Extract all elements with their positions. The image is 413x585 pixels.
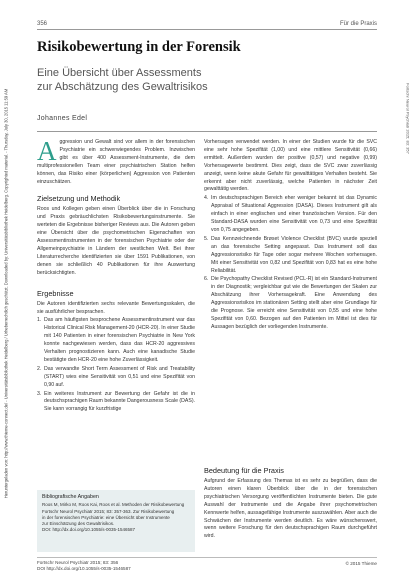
list-number: 5. [204, 235, 209, 242]
praxis-paragraph: Aufgrund der Erfassung des Themas ist es sehr zu begrüßen, dass die Autoren einen klaren Überblick über die in der forensischen psychiatrischen Versorgung veröffentlichten Instrumente bieten. Die gute Auswahl der Instrumente und die Angabe ihrer psychometrischen Kennwerte helfen, aussagefähige Instrumente auszuwählen. Aber auch die Schwächen der Instrumente werden deutlich. Es wäre wünschenswert, wenn weitere Forschung für den deutschsprachigen Raum durchgeführt wird. [204, 478, 377, 540]
footer-citation-line: Fortschr Neurol Psychiatr 2015; 83: 356 [37, 560, 119, 565]
list-number: 1. [37, 317, 42, 324]
page-number: 356 [37, 21, 48, 27]
list-number: 6. [204, 276, 209, 283]
article-title: Risikobewertung in der Forensik [37, 39, 241, 55]
left-column [37, 136, 195, 539]
heading-ergebnisse: Ergebnisse [37, 288, 74, 298]
footer-citation [37, 560, 237, 572]
section-label: Für die Praxis [339, 21, 377, 27]
zielsetzung-paragraph: Roos und Kollegen geben einen Überblick über die in Forschung und Praxis gebräuchlichsten Risikobewertungsinstrumente. Sie werteten die Ergebnisse bisheriger Reviews aus. Die Autoren geben eine Übersicht über die psychometrischen Eigenschaften von Assessmentinstrumenten in der forensischen Psychiatrie oder der Allgemeinpsychiatrie in Ländern der westlichen Welt. Bei ihrer Literaturrecherche identifizierten sie über 1591 Publikationen, von denen sie schließlich 40 Publikationen für ihre Auswertung berücksichtigten. [37, 206, 195, 276]
subtitle-line-2: zur Abschätzung des Gewaltrisikos [37, 80, 208, 93]
list-text: Das Kennzeichnende Brøset Violence Checklist (BVC) wurde speziell an das forensische Setting angepasst. Das Instrument soll das Aggressionsrisiko für Tage oder sogar mehrere Wochen vorhersagen. Mit einer Sensitivität von 0,82 und Spezifität von 0,83 hat es eine hohe Reliabilität. [211, 235, 377, 274]
bibliographic-line: Fortschr Neurol Psychiatr 2015; 83: 357-363. Zur Risikobewertung [42, 508, 175, 514]
author: Johannes Edel [37, 115, 88, 122]
list-item [204, 236, 377, 276]
list-item [204, 195, 377, 235]
heading-zielsetzung: Zielsetzung und Methodik [37, 194, 121, 204]
subtitle-line-1: Eine Übersicht über Assessments [37, 67, 202, 79]
list-text: Die Psychopathy Checklist Revised (PCL-R) ist ein Standard-Instrument in der Diagnostik; vergleichbar gut wie die Bewertungen der Skalen zur Abschätzung ihrer Vorhersagekraft. Eine Anwendung des Aggressionsrisikos im stationären Setting stellt aber eine Grundlage für die Prognose. Sie erreicht eine Sensitivität von 0,55 und eine hohe Spezifität von 0,60. Bezogen auf den Patienten im Mittel ist dies für Aussagen bezüglich der vorliegenden Instrumente. [211, 276, 377, 330]
footer-copyright: © 2015 Thieme [345, 561, 377, 566]
bibliographic-line: in der forensischen Psychiatrie: eine Übersicht über Instrumente [42, 514, 170, 520]
list-item [37, 366, 195, 390]
list-number: 2. [37, 365, 42, 372]
bibliographic-line: Roos M, Mirko M, Roos Kai, Roos et al. Methoden der Risikobewertung [42, 502, 185, 508]
ergebnisse-intro: Die Autoren identifizierten sechs relevante Bewertungsskalen, die sie ausführlicher besprachen. [37, 300, 195, 315]
footer-divider [37, 557, 377, 558]
list-text: Das am häufigsten besprochene Assessmentinstrument war das Historical Clinical Risk Management-20 (HCR-20). In einer Studie mit 140 Patienten in einer forensischen Psychiatrie in New York konnte nachgewiesen werden, dass das HCR-20 aggressives Verhalten prognostizieren kann. Auch eine kanadische Studie bestätigte den HCR-20 eine hohe Zuverlässigkeit. [44, 317, 195, 363]
intro-paragraph [37, 136, 195, 186]
bibliographic-line: DOI: http://dx.doi.org/10.1055/s-0035-1546587 [42, 527, 136, 533]
drop-cap: A [37, 136, 57, 166]
bibliographic-title: Bibliografische Angaben [42, 494, 99, 500]
page-header [37, 18, 377, 30]
bibliographic-box [37, 490, 195, 552]
footer-doi: DOI http://dx.doi.org/10.1055/s-0035-1546587 [37, 566, 131, 571]
list-item [37, 317, 195, 364]
continued-paragraph: Vorhersagen verwendet werden. In einer der Studien wurde für die SVC eine sehr hohe Spezifität (1,00) und eine mittlere Sensitivität (0,66) ermittelt. Außerdem wurden der positive (0,57) und negative (0,99) Vorhersagewerte bestimmt. Dies zeigt, dass die SVC zwar zuverlässig anzeigt, wenn keine akute Gefahr für gewalttätiges Verhalten besteht. Sie erkennt aber nicht zuverlässig, welche Patienten in nächster Zeit gewalttätig werden. [204, 139, 377, 193]
bibliographic-line: zur Einschätzung des Gewaltrisikos. [42, 521, 115, 527]
list-number: 4. [204, 195, 209, 202]
list-text: Ein weiteres Instrument zur Bewertung der Gefahr ist die in deutschsprachigen Raum bekannte Dangerousness Scale (DAS). Sie kann vorrangig für kurzfristige [44, 390, 195, 413]
download-watermark [2, 8, 10, 578]
list-text: Das verwandte Short Term Assessment of Risk and Treatability (START) wies eine Sensitivität von 0,51 und eine Spezifität von 0,90 auf. [44, 365, 195, 388]
list-item [204, 276, 377, 331]
heading-praxis: Bedeutung für die Praxis [204, 466, 284, 475]
doi-watermark-text: Fortschr Neurol Psychiatr 2015; 83: 357 [405, 83, 411, 154]
download-watermark-text: Heruntergeladen von: http://www.thieme-connect.de/ - Universitätsbibliothek Heidelberg / Urheberrechtlich geschützt. Downloaded by: Universitätsbibliothek Heidelberg. Copyrighted material. - Thursday, July 30, 2015 11:59 AM [3, 88, 9, 499]
list-text: Im deutschsprachigen Bereich eher weniger bekannt ist das Dynamic Appraisal of Situational Aggression (DASA). Dieses Instrument gilt als einfach in einer englischen und einer französischen Version. Für den Standard-DASA wurden eine Sensitivität von 0,73 und eine Spezifität von 0,75 angegeben. [211, 195, 377, 233]
praxis-section [204, 466, 377, 556]
list-item [37, 391, 195, 415]
article-subtitle [37, 67, 367, 94]
doi-watermark [404, 20, 411, 220]
intro-text: ggression und Gewalt sind vor allem in der forensischen Psychiatrie ein schwerwiegendes Problem. Inzwischen gibt es über 400 Assessment-Instrumente, die dem multiprofessionellen Team einer psychiatrischen Station helfen können, das Risiko einer (körperlichen) Aggression von Patienten einzuschätzen. [37, 139, 195, 185]
list-number: 3. [37, 390, 42, 397]
title-divider [37, 131, 377, 132]
